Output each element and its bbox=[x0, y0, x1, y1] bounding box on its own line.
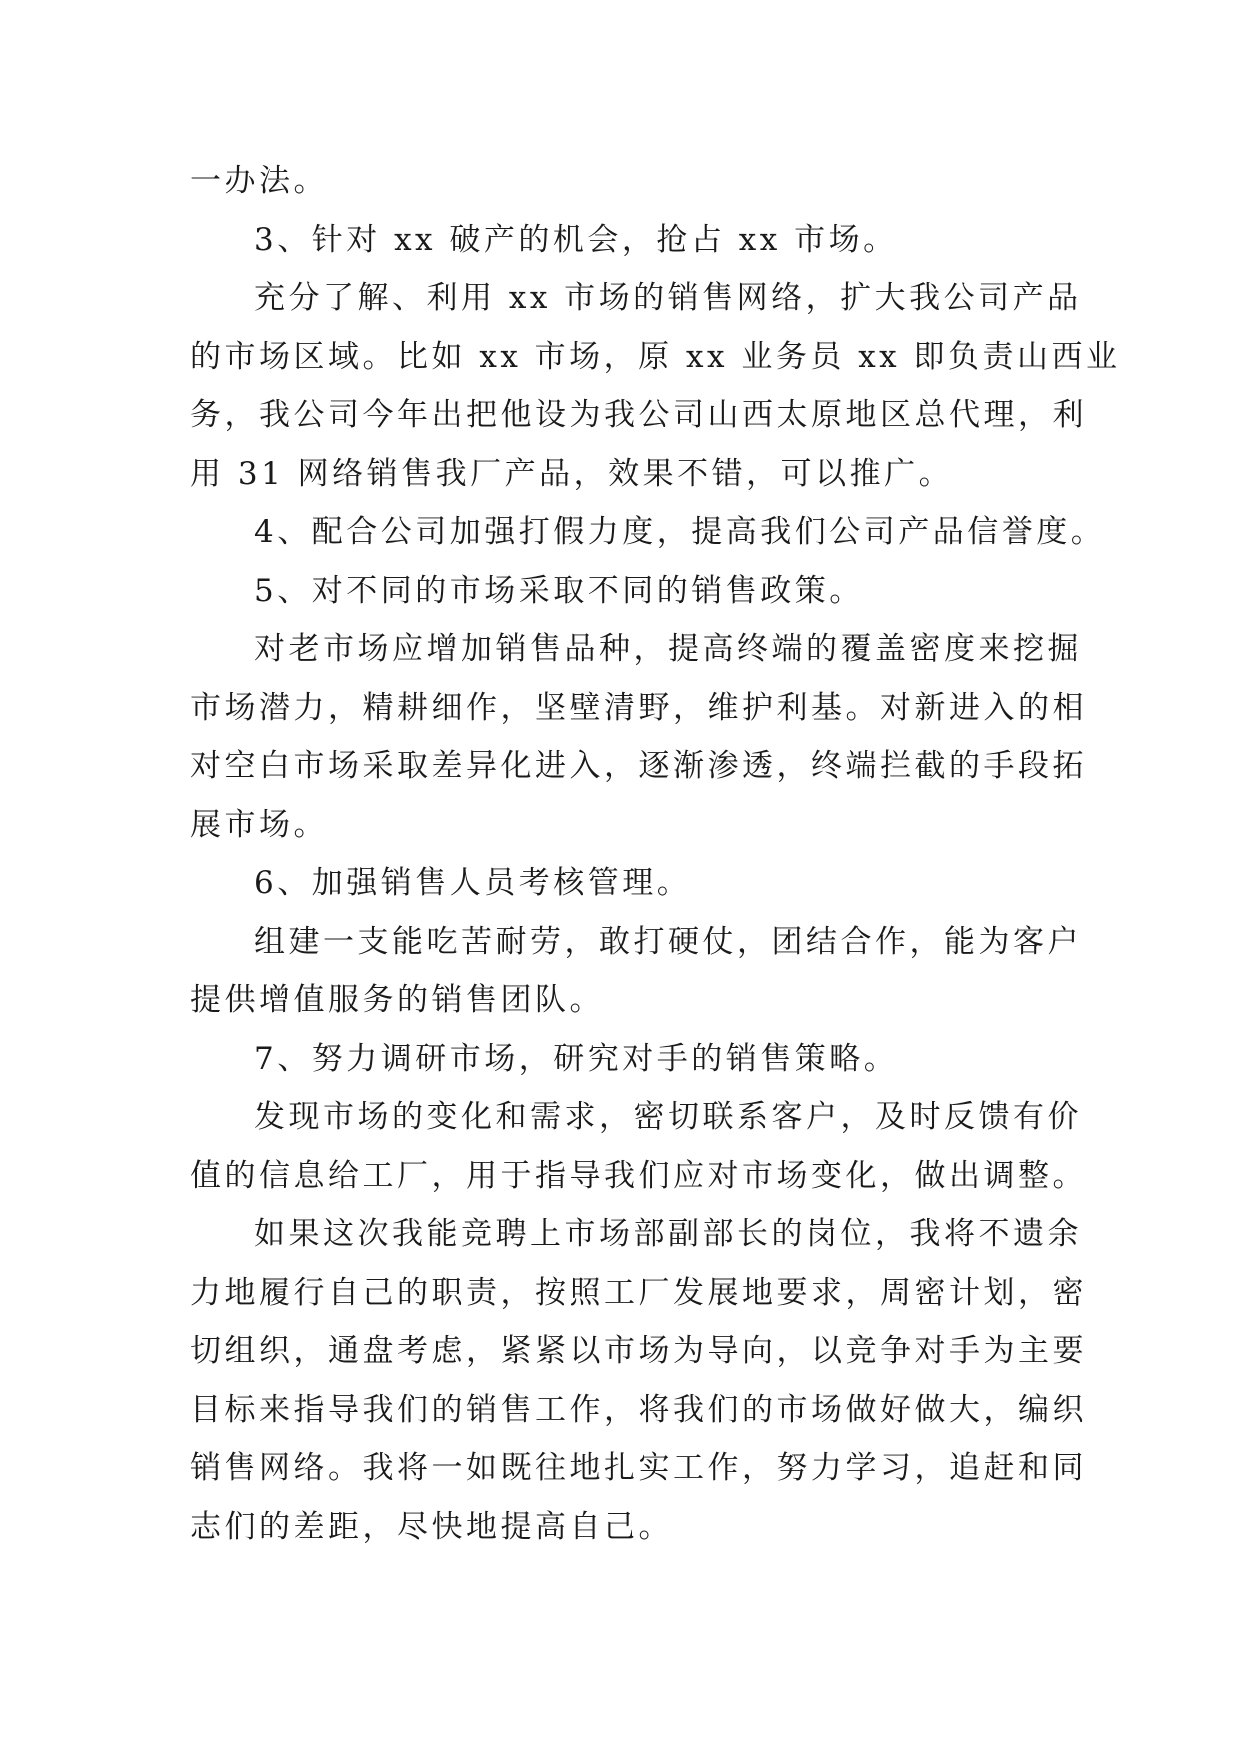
document-body bbox=[190, 152, 1121, 1556]
text-line: 组建一支能吃苦耐劳，敢打硬仗，团结合作，能为客户 bbox=[254, 923, 1082, 960]
paragraph-10 bbox=[190, 1088, 1090, 1205]
text-line: 力地履行自己的职责，按照工厂发展地要求，周密计划，密 bbox=[190, 1274, 1087, 1311]
paragraph-11 bbox=[190, 1205, 1090, 1556]
text-line: 7、努力调研市场，研究对手的销售策略。 bbox=[254, 1040, 899, 1077]
text-line: 对空白市场采取差异化进入，逐渐渗透，终端拦截的手段拓 bbox=[190, 748, 1087, 784]
text-line: 值的信息给工厂，用于指导我们应对市场变化，做出调整。 bbox=[190, 1157, 1087, 1194]
paragraph-5-heading bbox=[190, 562, 1090, 621]
paragraph-3 bbox=[190, 269, 1121, 503]
paragraph-4-heading bbox=[190, 503, 1106, 562]
text-line: 提供增值服务的销售团队。 bbox=[190, 982, 604, 1018]
paragraph-9-heading bbox=[190, 1030, 1090, 1089]
text-line: 切组织，通盘考虑，紧紧以市场为导向，以竞争对手为主要 bbox=[190, 1333, 1087, 1369]
text-line: 6、加强销售人员考核管理。 bbox=[254, 865, 692, 901]
text-line: 务，我公司今年出把他设为我公司山西太原地区总代理，利 bbox=[190, 397, 1087, 433]
paragraph-7-heading bbox=[190, 854, 1090, 913]
text-line: 目标来指导我们的销售工作，将我们的市场做好做大，编织 bbox=[190, 1391, 1087, 1428]
text-line: 发现市场的变化和需求，密切联系客户，及时反馈有价 bbox=[254, 1099, 1082, 1135]
text-line: 5、对不同的市场采取不同的销售政策。 bbox=[254, 572, 864, 609]
paragraph-6 bbox=[190, 620, 1090, 854]
text-line: 一办法。 bbox=[190, 163, 328, 199]
text-line: 志们的差距，尽快地提高自己。 bbox=[190, 1508, 673, 1545]
text-line: 的市场区域。比如 xx 市场，原 xx 业务员 xx 即负责山西业 bbox=[190, 338, 1121, 375]
text-line: 用 31 网络销售我厂产品，效果不错，可以推广。 bbox=[190, 455, 954, 492]
text-line: 销售网络。我将一如既往地扎实工作，努力学习，追赶和同 bbox=[190, 1450, 1087, 1486]
paragraph-1 bbox=[190, 152, 1090, 211]
text-line: 如果这次我能竞聘上市场部副部长的岗位，我将不遗余 bbox=[254, 1216, 1082, 1252]
text-line: 3、针对 xx 破产的机会，抢占 xx 市场。 bbox=[254, 221, 898, 258]
text-line: 市场潜力，精耕细作，坚壁清野，维护利基。对新进入的相 bbox=[190, 689, 1087, 726]
paragraph-8 bbox=[190, 913, 1090, 1030]
text-line: 充分了解、利用 xx 市场的销售网络，扩大我公司产品 bbox=[254, 280, 1082, 316]
text-line: 展市场。 bbox=[190, 806, 328, 843]
paragraph-2-heading bbox=[190, 211, 1090, 270]
text-line: 对老市场应增加销售品种，提高终端的覆盖密度来挖掘 bbox=[254, 631, 1082, 667]
text-line: 4、配合公司加强打假力度，提高我们公司产品信誉度。 bbox=[254, 514, 1106, 550]
